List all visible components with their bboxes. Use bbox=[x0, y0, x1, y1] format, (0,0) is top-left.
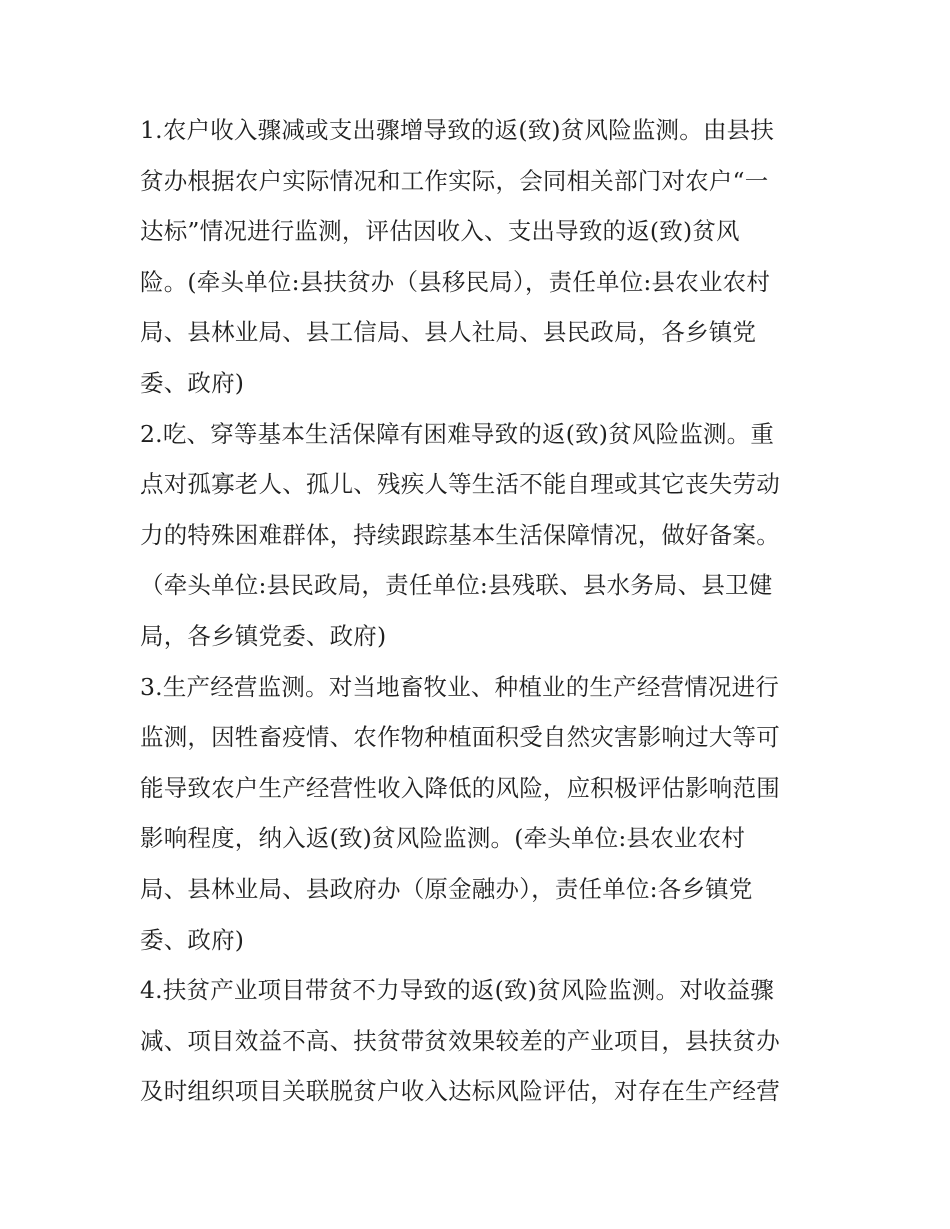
text-line: 力的特殊困难群体，持续跟踪基本生活保障情况，做好备案。 bbox=[140, 520, 780, 549]
text-line: 2.吃、穿等基本生活保障有困难导致的返(致)贫风险监测。重 bbox=[140, 419, 775, 448]
text-line: 1.农户收入骤减或支出骤增导致的返(致)贫风险监测。由县扶 bbox=[140, 116, 775, 144]
text-line: （牵头单位:县民政局，责任单位:县残联、县水务局、县卫健 bbox=[140, 571, 773, 600]
text-line: 影响程度，纳入返(致)贫风险监测。(牵头单位:县农业农村 bbox=[140, 824, 746, 853]
text-line: 贫办根据农户实际情况和工作实际，会同相关部门对农户“一 bbox=[140, 166, 769, 195]
text-line: 委、政府) bbox=[140, 368, 245, 397]
document-body bbox=[140, 105, 820, 1117]
text-line: 局，各乡镇党委、政府) bbox=[140, 621, 387, 650]
text-line: 减、项目效益不高、扶贫带贫效果较差的产业项目，县扶贫办 bbox=[140, 1026, 780, 1055]
text-line: 达标”情况进行监测，评估因收入、支出导致的返(致)贫风 bbox=[140, 217, 740, 246]
text-line: 险。(牵头单位:县扶贫办（县移民局），责任单位:县农业农村 bbox=[140, 267, 771, 296]
text-line: 4.扶贫产业项目带贫不力导致的返(致)贫风险监测。对收益骤 bbox=[140, 976, 775, 1005]
text-line: 及时组织项目关联脱贫户收入达标风险评估，对存在生产经营 bbox=[140, 1077, 780, 1106]
text-line: 局、县林业局、县工信局、县人社局、县民政局，各乡镇党 bbox=[140, 318, 757, 347]
text-line: 局、县林业局、县政府办（原金融办），责任单位:各乡镇党 bbox=[140, 874, 753, 903]
text-line: 委、政府) bbox=[140, 925, 245, 954]
text-line: 监测，因牲畜疫情、农作物种植面积受自然灾害影响过大等可 bbox=[140, 723, 780, 752]
text-line: 点对孤寡老人、孤儿、残疾人等生活不能自理或其它丧失劳动 bbox=[140, 470, 780, 499]
text-line: 能导致农户生产经营性收入降低的风险，应积极评估影响范围 bbox=[140, 773, 780, 802]
text-line: 3.生产经营监测。对当地畜牧业、种植业的生产经营情况进行 bbox=[140, 672, 780, 701]
